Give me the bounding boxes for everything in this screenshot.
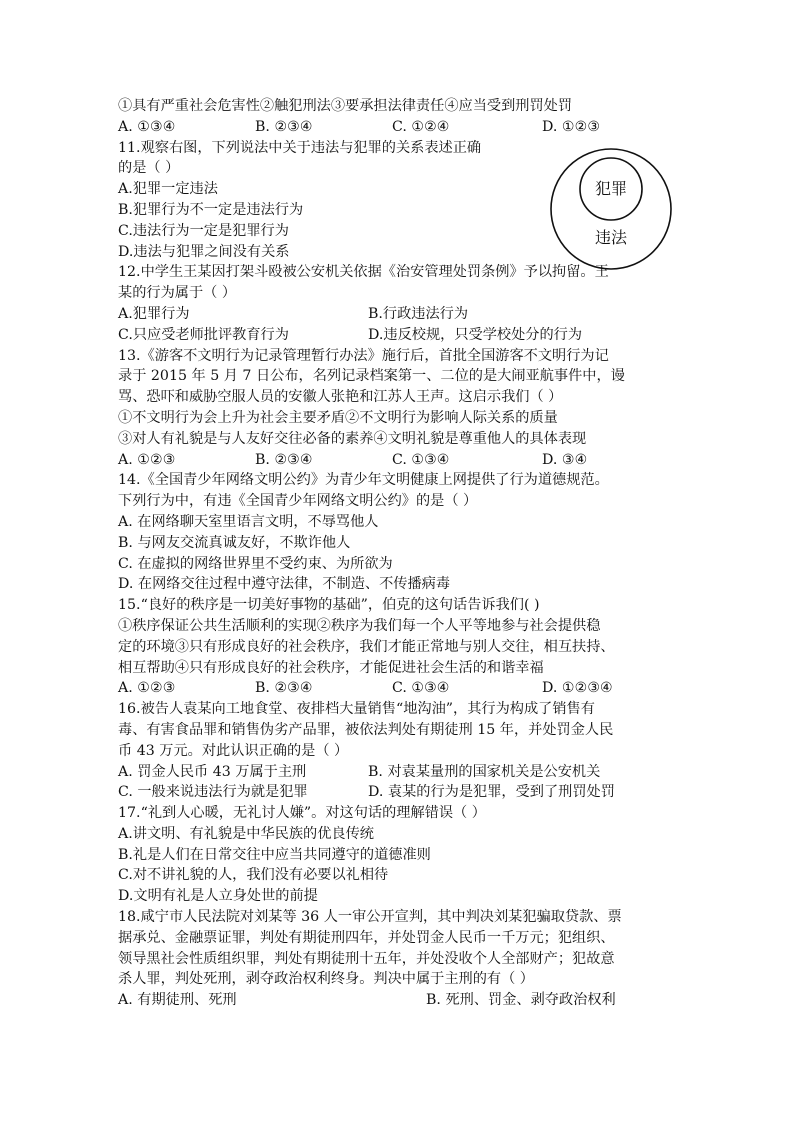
q11-option-d: D.违法与犯罪之间没有关系 xyxy=(118,243,290,260)
q11-venn-diagram xyxy=(548,146,674,272)
q17-option-a: A.讲文明、有礼貌是中华民族的优良传统 xyxy=(118,825,374,842)
q15-option-a: A. ①②③ xyxy=(118,680,176,697)
q17-option-b: B.礼是人们在日常交往中应当共同遵守的道德准则 xyxy=(118,846,431,863)
q16-stem-1: 16.被告人袁某向工地食堂、夜排档大量销售“地沟油”，其行为构成了销售有 xyxy=(118,701,595,718)
q13-option-c: C. ①③④ xyxy=(392,451,450,468)
q13-statements-2: ③对人有礼貌是与人友好交往必备的素养④文明礼貌是尊重他人的具体表现 xyxy=(118,430,587,447)
q14-option-b: B. 与网友交流真诚友好，不欺诈他人 xyxy=(118,534,351,551)
inner-label: 犯罪 xyxy=(594,179,628,198)
q17-option-d: D.文明有礼是人立身处世的前提 xyxy=(118,888,318,905)
q11-option-b: B.犯罪行为不一定是违法行为 xyxy=(118,201,304,218)
q15-stem-3: 定的环境③只有形成良好的社会秩序，我们才能正常地与别人交往，相互扶持、 xyxy=(118,638,615,655)
q15-option-c: C. ①③④ xyxy=(392,680,450,697)
q12-options-row-2 xyxy=(118,325,678,346)
q16-option-b: B. 对袁某量刑的国家机关是公安机关 xyxy=(368,763,601,780)
q13-option-b: B. ②③④ xyxy=(255,451,313,468)
q18-stem-4: 杀人罪，判处死刑，剥夺政治权利终身。判决中属于主刑的有（ ） xyxy=(118,971,534,988)
q13-statements-1: ①不文明行为会上升为社会主要矛盾②不文明行为影响人际关系的质量 xyxy=(118,409,558,426)
q14-stem-2: 下列行为中，有违《全国青少年网络文明公约》的是（ ） xyxy=(118,493,478,510)
q11-stem-2: 的是（ ） xyxy=(118,160,180,177)
q11-option-c: C.违法行为一定是犯罪行为 xyxy=(118,222,289,239)
q11-option-a: A.犯罪一定违法 xyxy=(118,181,218,198)
q14-stem-1: 14.《全国青少年网络文明公约》为青少年文明健康上网提供了行为道德规范。 xyxy=(118,472,609,489)
q10-option-a: A. ①③④ xyxy=(118,118,176,135)
q16-stem-2: 毒、有害食品罪和销售伪劣产品罪，被依法判处有期徒刑 15 年，并处罚金人民 xyxy=(118,721,614,738)
outer-circle-violation xyxy=(551,149,671,269)
q17-stem-1: 17.“礼到人心暖，无礼讨人嫌”。对这句话的理解错误（ ） xyxy=(118,805,486,822)
q18-option-a: A. 有期徒刑、死刑 xyxy=(118,992,237,1009)
q18-options xyxy=(118,990,678,1011)
q15-option-b: B. ②③④ xyxy=(255,680,313,697)
q10-statements: ①具有严重社会危害性②触犯刑法③要承担法律责任④应当受到刑罚处罚 xyxy=(118,98,573,114)
q15-options xyxy=(118,678,678,699)
q16-option-c: C. 一般来说违法行为就是犯罪 xyxy=(118,784,308,801)
q12-option-d: D.违反校规，只受学校处分的行为 xyxy=(368,326,583,343)
q15-option-d: D. ①②③④ xyxy=(542,680,613,697)
q16-option-d: D. 袁某的行为是犯罪，受到了刑罚处罚 xyxy=(368,784,615,801)
q10-option-d: D. ①②③ xyxy=(542,118,601,135)
q13-option-a: A. ①②③ xyxy=(118,451,176,468)
q12-stem-1: 12.中学生王某因打架斗殴被公安机关依据《治安管理处罚条例》予以拘留。王 xyxy=(118,264,609,281)
q16-options-row-2 xyxy=(118,782,678,803)
q18-option-b: B. 死刑、罚金、剥夺政治权利 xyxy=(426,992,616,1009)
q18-stem-1: 18.咸宁市人民法院对刘某等 36 人一审公开宣判，其中判决刘某犯骗取贷款、票 xyxy=(118,909,622,926)
q15-stem-2: ①秩序保证公共生活顺利的实现②秩序为我们每一个人平等地参与社会提供稳 xyxy=(118,617,601,634)
q14-option-d: D. 在网络交往过程中遵守法律，不制造、不传播病毒 xyxy=(118,576,451,593)
q16-option-a: A. 罚金人民币 43 万属于主刑 xyxy=(118,763,307,780)
q10-option-c: C. ①②④ xyxy=(392,118,450,135)
q18-stem-3: 领导黑社会性质组织罪，判处有期徒刑十五年，并处没收个人全部财产；犯故意 xyxy=(118,950,615,967)
q13-stem-1: 13.《游客不文明行为记录管理暂行办法》施行后，首批全国游客不文明行为记 xyxy=(118,347,609,364)
q15-stem-4: 相互帮助④只有形成良好的社会秩序，才能促进社会生活的和谐幸福 xyxy=(118,659,544,676)
q12-option-a: A.犯罪行为 xyxy=(118,305,190,322)
q12-option-c: C.只应受老师批评教育行为 xyxy=(118,326,289,343)
q18-stem-2: 据承兑、金融票证罪，判处有期徒刑四年，并处罚金人民币一千万元；犯组织、 xyxy=(118,929,615,946)
q12-option-b: B.行政违法行为 xyxy=(368,305,469,322)
q17-option-c: C.对不讲礼貌的人，我们没有必要以礼相待 xyxy=(118,867,389,884)
q13-options xyxy=(118,450,678,471)
q10-options xyxy=(118,117,678,138)
q14-option-c: C. 在虚拟的网络世界里不受约束、为所欲为 xyxy=(118,555,393,572)
q13-stem-2: 录于 2015 年 5 月 7 日公布，名列记录档案第一、二位的是大闹亚航事件中，谩 xyxy=(118,368,625,385)
outer-label: 违法 xyxy=(594,228,628,247)
q10-option-b: B. ②③④ xyxy=(255,118,313,135)
q12-stem-2: 某的行为属于（ ） xyxy=(118,285,237,302)
q16-stem-3: 币 43 万元。对此认识正确的是（ ） xyxy=(118,742,349,759)
q11-stem-1: 11.观察右图，下列说法中关于违法与犯罪的关系表述正确 xyxy=(118,139,482,156)
q13-stem-3: 骂、恐吓和威胁空服人员的安徽人张艳和江苏人王声。这启示我们（ ） xyxy=(118,389,563,406)
q12-options-row-1 xyxy=(118,304,678,325)
q15-stem-1: 15.“良好的秩序是一切美好事物的基础”，伯克的这句话告诉我们( ) xyxy=(118,597,540,614)
q16-options-row-1 xyxy=(118,762,678,783)
q14-option-a: A. 在网络聊天室里语言文明，不辱骂他人 xyxy=(118,513,379,530)
q13-option-d: D. ③④ xyxy=(542,451,588,468)
